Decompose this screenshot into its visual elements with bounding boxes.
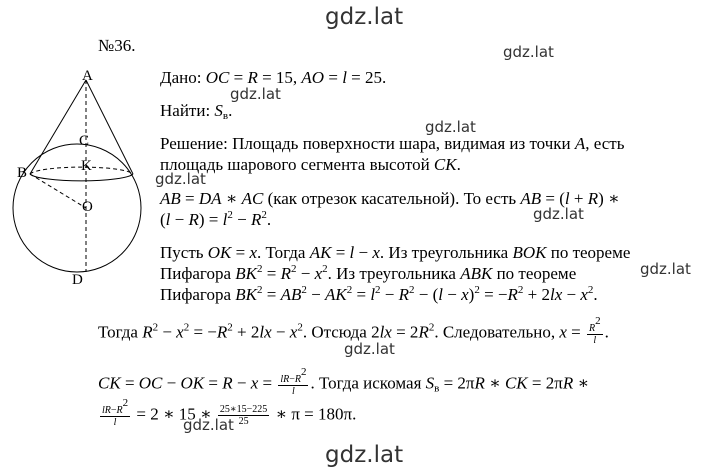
- then2: Тогда: [98, 322, 138, 342]
- fraction-numeric: $\frac{25∗15-225}{25}$: [219, 404, 268, 427]
- hence: . Отсюда: [302, 322, 367, 342]
- watermark-small: gdz.lat: [183, 416, 234, 434]
- fraction-x: $\frac{R^2}{l}$: [588, 315, 601, 346]
- tangent-line-1: AB = DA ∗ AC (как отрезок касательной). То есть AB = (l + R) ∗: [160, 189, 620, 208]
- pythagoras: Пифагора: [160, 264, 232, 283]
- watermark-small: gdz.lat: [640, 260, 691, 278]
- by-theorem: по теореме: [496, 264, 577, 283]
- equation-line: Тогда $R^2 - x^2 = -R^2 + 2lx - x^2$. Отсюда $2lx = 2R^2$. Следовательно, x = $\frac{R^2}{l}$ .: [98, 315, 609, 346]
- watermark-small: gdz.lat: [344, 340, 395, 358]
- result-line: $\frac{lR-R^2}{l}$ = 2 ∗ 15 ∗ $\frac{25∗15-225}{25}$ ∗ π = 180π.: [102, 397, 357, 428]
- label-d: D: [72, 272, 83, 288]
- label-k: K: [81, 158, 92, 174]
- pythagoras: Пифагора: [160, 285, 232, 304]
- find-line: Найти: $S_в$.: [160, 101, 233, 122]
- sphere: [13, 144, 141, 272]
- consequently: . Следовательно,: [434, 322, 556, 342]
- given-label: Дано:: [160, 68, 202, 87]
- watermark-small: gdz.lat: [425, 118, 476, 136]
- by-theorem: по теореме: [550, 243, 631, 262]
- watermark-small: gdz.lat: [533, 205, 584, 223]
- ck-line: CK = OC − OK = R − x = $\frac{lR-R^2}{l}$ . Тогда искомая $S_в = 2\pi R$ ∗ CK = 2πR ∗: [98, 366, 590, 397]
- solution-text-1: Площадь поверхности шара, видимая из точки: [232, 134, 571, 153]
- problem-number: №36.: [98, 36, 136, 55]
- solution-line-2: площадь шарового сегмента высотой CK.: [160, 155, 461, 174]
- pythag-line-2: Пифагора $BK^2 = R^2 - x^2$. Из треугольника ABK по теореме: [160, 263, 577, 283]
- find-label: Найти:: [160, 101, 211, 120]
- solution-text-1b: , есть: [585, 134, 625, 153]
- let-text: Пусть: [160, 243, 204, 262]
- solution-text-2: площадь шарового сегмента высотой: [160, 155, 430, 174]
- from-triangle: . Из треугольника: [327, 264, 456, 283]
- label-a: A: [82, 68, 93, 84]
- fraction-ck: $\frac{lR-R^2}{l}$: [280, 366, 307, 397]
- solution-label: Решение:: [160, 134, 228, 153]
- label-c: C: [79, 133, 90, 149]
- from-triangle: . Из треугольника: [379, 243, 509, 262]
- given-line: Дано: OC = R = 15, AO = l = 25.: [160, 68, 387, 87]
- then-text: . Тогда: [257, 243, 306, 262]
- pythag-line-3: Пифагора $BK^2 = AB^2 - AK^2 = l^2 - R^2 - (l - x)^2 = -R^2 + 2lx - x^2$.: [160, 284, 598, 304]
- fraction-ck-2: $\frac{lR-R^2}{l}$: [102, 397, 129, 428]
- pythag-line-1: Пусть OK = x. Тогда AK = l − x. Из треугольника BOK по теореме: [160, 243, 631, 262]
- solution-line-1: Решение: Площадь поверхности шара, видимая из точки A, есть: [160, 134, 625, 153]
- then-sought: . Тогда искомая: [310, 373, 422, 393]
- dashed-lines: [30, 80, 86, 272]
- tangent-note: (как отрезок касательной). То есть: [267, 189, 517, 208]
- tangent-line-2: $(l - R) = l^2 - R^2$.: [160, 209, 272, 229]
- watermark-bottom: gdz.lat: [325, 442, 404, 468]
- watermark-small: gdz.lat: [230, 85, 281, 103]
- label-b: B: [17, 165, 28, 181]
- watermark-top: gdz.lat: [325, 4, 404, 30]
- watermark-small: gdz.lat: [155, 170, 206, 188]
- watermark-small: gdz.lat: [503, 43, 554, 61]
- label-o: O: [82, 199, 93, 215]
